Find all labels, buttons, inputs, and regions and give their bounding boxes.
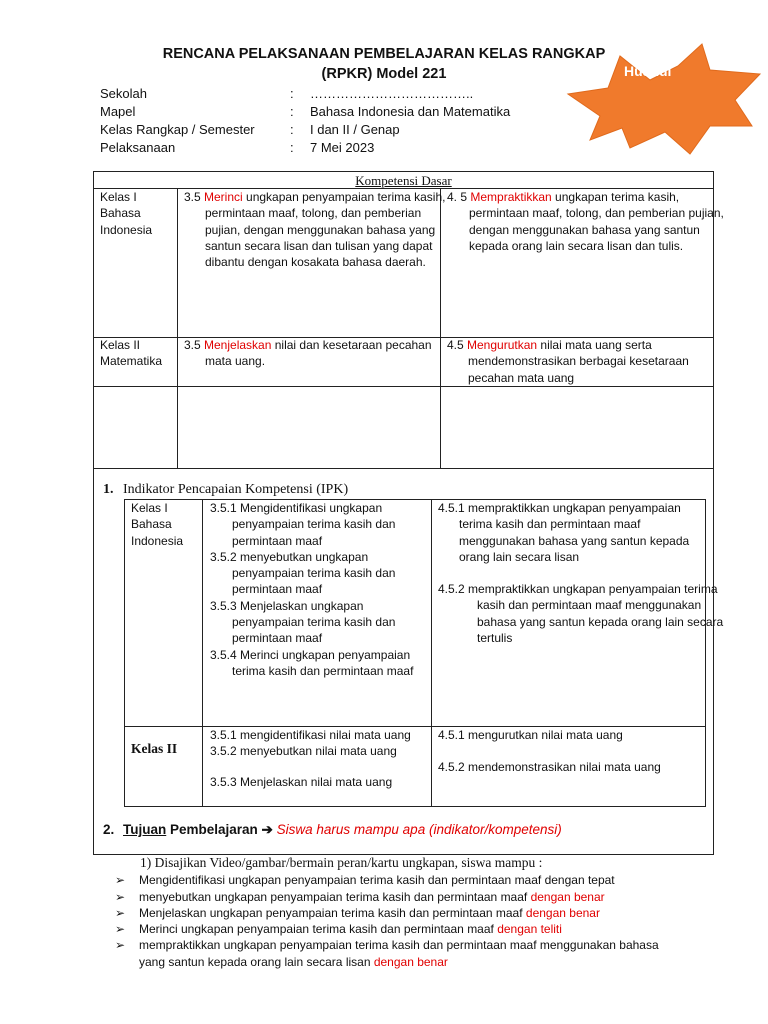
arrow-bullet-icon: ➢ xyxy=(115,906,126,920)
meta-colon: : xyxy=(290,140,294,155)
meta-value-pelaksanaan: 7 Mei 2023 xyxy=(310,140,375,155)
meta-label-pelaksanaan: Pelaksanaan xyxy=(100,140,176,155)
meta-label-mapel: Mapel xyxy=(100,104,136,119)
ipk-indicator: 3.5.3 Menjelaskan nilai mata uang xyxy=(210,774,393,789)
ipk-indicator: 3.5.2 menyebutkan ungkapan penyampaian terima kasih dan permintaan maaf xyxy=(210,549,396,597)
tujuan-heading xyxy=(103,822,562,838)
ipk-heading-text: Indikator Pencapaian Kompetensi (IPK) xyxy=(123,482,349,497)
meta-value-mapel: Bahasa Indonesia dan Matematika xyxy=(310,104,511,119)
list-item-text: mempraktikkan ungkapan penyampaian terima kasih dan permintaan maaf menggunakan bahasa xyxy=(139,938,659,952)
kd-keyword: Merinci xyxy=(204,190,243,204)
page-title-line2: (RPKR) Model 221 xyxy=(321,66,447,82)
kd-header: Kompetensi Dasar xyxy=(355,173,452,188)
kelas-label: Kelas II xyxy=(100,338,141,352)
kelas-label: Indonesia xyxy=(100,222,153,237)
meta-value-kelas: I dan II / Genap xyxy=(310,122,400,137)
kd-number: 4. 5 xyxy=(447,190,471,204)
kd-number: 4.5 xyxy=(447,338,468,352)
list-item-text: Merinci ungkapan penyampaian terima kasih dan permintaan maaf xyxy=(139,922,498,936)
ipk-row2-right xyxy=(438,727,700,776)
stamp-text: Husnul xyxy=(624,63,672,79)
meta-value-sekolah: ……………………………….. xyxy=(310,86,474,101)
list-item xyxy=(115,889,605,905)
tujuan-word: Tujuan xyxy=(123,822,167,837)
ipk-indicator: 3.5.2 menyebutkan nilai mata uang xyxy=(210,744,397,759)
ipk-indicator: 3.5.1 Mengidentifikasi ungkapan penyampaian terima kasih dan permintaan maaf xyxy=(210,501,396,548)
arrow-bullet-icon: ➢ xyxy=(115,938,126,952)
arrow-right-icon: ➔ xyxy=(257,822,277,837)
list-item-text: Mengidentifikasi ungkapan penyampaian terima kasih dan permintaan maaf dengan tepat xyxy=(139,873,615,887)
ipk-row1-right xyxy=(438,500,724,646)
kd-keyword: Menjelaskan xyxy=(204,338,272,352)
ipk-indicator: 4.5.1 mempraktikkan ungkapan penyampaian terima kasih dan permintaan maaf menggunakan bahasa yang santun kepada orang lain secara lisan xyxy=(438,501,690,564)
kd-row1-kd3 xyxy=(184,189,457,270)
list-item-continuation xyxy=(139,954,448,970)
kelas-label: Kelas I xyxy=(100,190,137,204)
arrow-bullet-icon: ➢ xyxy=(115,873,126,887)
list-item-red: dengan benar xyxy=(525,906,600,920)
list-item-text: menyebutkan ungkapan penyampaian terima kasih dan permintaan maaf xyxy=(139,890,531,904)
list-item xyxy=(115,905,600,921)
ipk-indicator: 4.5.2 mendemonstrasikan nilai mata uang xyxy=(438,760,661,775)
kd-number: 3.5 xyxy=(184,338,205,352)
arrow-bullet-icon: ➢ xyxy=(115,890,126,904)
ipk-indicator: 3.5.4 Merinci ungkapan penyampaian terima kasih dan permintaan maaf xyxy=(210,647,414,678)
meta-label-sekolah: Sekolah xyxy=(100,86,147,101)
kd-keyword: Mengurutkan xyxy=(467,338,538,352)
kd-row2-kd4 xyxy=(447,337,718,386)
kd-row2-kelas xyxy=(100,337,175,370)
kd-text: nilai dan kesetaraan pecahan mata uang. xyxy=(205,338,432,369)
ipk-indicator: 4.5.2 mempraktikkan ungkapan penyampaian terima kasih dan permintaan maaf menggunakan bahasa yang santun kepada orang lain secara tertulis xyxy=(438,582,724,646)
tujuan-number: 2. xyxy=(103,822,115,837)
kelas-label: Kelas I xyxy=(131,501,168,515)
ipk-indicator: 3.5.1 mengidentifikasi nilai mata uang xyxy=(210,728,411,742)
ipk-row1-kelas xyxy=(131,500,201,549)
kelas-label: Matematika xyxy=(100,354,163,369)
kd-text: ungkapan penyampaian terima kasih, permintaan maaf, tolong, dan pemberian pujian, dengan menggunakan bahasa yang santun secara lisan dan tulisan yang dapat dibantu dengan kosakata bahasa daerah. xyxy=(205,190,446,270)
activity-heading: 1) Disajikan Video/gambar/bermain peran/kartu ungkapan, siswa mampu : xyxy=(140,855,543,870)
stamp-badge xyxy=(560,36,768,166)
list-item xyxy=(115,937,659,953)
tujuan-word: Pembelajaran xyxy=(166,822,258,837)
kelas-label: Indonesia xyxy=(131,533,184,548)
meta-colon: : xyxy=(290,104,294,119)
ipk-row1-left xyxy=(210,500,415,679)
arrow-bullet-icon: ➢ xyxy=(115,922,126,936)
list-item-red: dengan benar xyxy=(530,890,605,904)
kelas-label: Bahasa xyxy=(131,517,172,532)
meta-label-kelas: Kelas Rangkap / Semester xyxy=(100,122,255,137)
kd-row2-kd3 xyxy=(184,337,435,370)
ipk-row2-left xyxy=(210,727,415,790)
meta-colon: : xyxy=(290,86,294,101)
list-item xyxy=(115,872,615,888)
kd-text: nilai mata uang serta mendemonstrasikan berbagai kesetaraan pecahan mata uang xyxy=(468,338,689,385)
kd-number: 3.5 xyxy=(184,190,205,204)
ipk-indicator: 4.5.1 mengurutkan nilai mata uang xyxy=(438,728,623,742)
tujuan-note: Siswa harus mampu apa (indikator/kompetensi) xyxy=(276,822,562,837)
kd-row1-kelas xyxy=(100,189,175,238)
list-item-red: dengan benar xyxy=(373,955,448,969)
page-title-line1: RENCANA PELAKSANAAN PEMBELAJARAN KELAS RANGKAP xyxy=(162,46,606,62)
list-item-text: yang santun kepada orang lain secara lisan xyxy=(139,955,374,969)
kd-text: ungkapan terima kasih, permintaan maaf, tolong, dan pemberian pujian, dengan menggunakan bahasa yang santun kepada orang lain secara lisan dan tulis. xyxy=(469,190,724,253)
ipk-indicator: 3.5.3 Menjelaskan ungkapan penyampaian terima kasih dan permintaan maaf xyxy=(210,598,396,646)
ipk-row2-kelas: Kelas II xyxy=(131,741,178,756)
list-item-text: Menjelaskan ungkapan penyampaian terima kasih dan permintaan maaf xyxy=(139,906,526,920)
kd-keyword: Mempraktikkan xyxy=(470,190,552,204)
list-item xyxy=(115,921,562,937)
ipk-heading xyxy=(103,482,348,498)
ipk-heading-number: 1. xyxy=(103,482,114,497)
kd-row1-kd4 xyxy=(447,189,731,254)
meta-colon: : xyxy=(290,122,294,137)
kelas-label: Bahasa xyxy=(100,206,141,221)
list-item-red: dengan teliti xyxy=(497,922,562,936)
